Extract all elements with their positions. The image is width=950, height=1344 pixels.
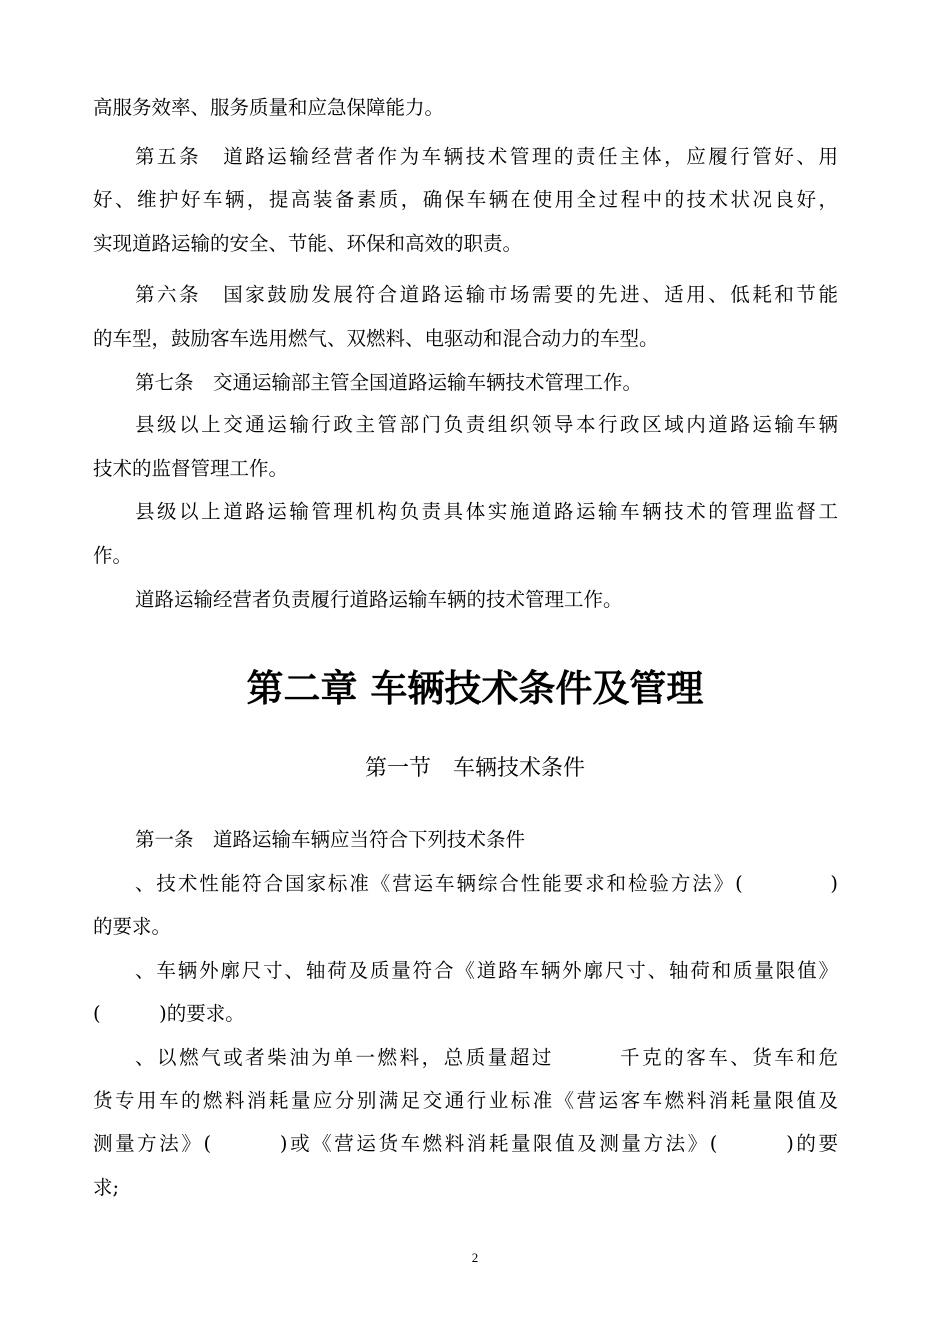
article-1-line: 第一条 道路运输车辆应当符合下列技术条件 bbox=[135, 828, 526, 851]
clause-line: 、车辆外廓尺寸、轴荷及质量符合《道路车辆外廓尺寸、轴荷和质量限值》 bbox=[135, 959, 838, 982]
paragraph-line: 道路运输经营者负责履行道路运输车辆的技术管理工作。 bbox=[135, 588, 623, 611]
paragraph-line: 技术的监督管理工作。 bbox=[93, 457, 289, 480]
paragraph-line: 作。 bbox=[93, 544, 133, 567]
article-6-line: 的车型，鼓励客车选用燃气、双燃料、电驱动和混合动力的车型。 bbox=[93, 327, 659, 350]
clause-line: 的要求。 bbox=[93, 915, 172, 938]
article-5-line: 好、维护好车辆，提高装备素质，确保车辆在使用全过程中的技术状况良好， bbox=[93, 188, 838, 211]
clause-line: 、技术性能符合国家标准《营运车辆综合性能要求和检验方法》( ) bbox=[135, 872, 838, 895]
page-number: 2 bbox=[471, 1250, 479, 1265]
article-5-line: 第五条 道路运输经营者作为车辆技术管理的责任主体，应履行管好、用 bbox=[135, 145, 838, 168]
paragraph-line: 高服务效率、服务质量和应急保障能力。 bbox=[93, 96, 445, 119]
clause-line: 测量方法》( )或《营运货车燃料消耗量限值及测量方法》( )的要 bbox=[93, 1132, 838, 1155]
clause-line: 货专用车的燃料消耗量应分别满足交通行业标准《营运客车燃料消耗量限值及 bbox=[93, 1089, 838, 1112]
clause-line: 求; bbox=[93, 1176, 120, 1199]
article-6-line: 第六条 国家鼓励发展符合道路运输市场需要的先进、适用、低耗和节能 bbox=[135, 283, 838, 306]
article-5-line: 实现道路运输的安全、节能、环保和高效的职责。 bbox=[93, 232, 523, 255]
section-title: 第一节 车辆技术条件 bbox=[364, 756, 585, 781]
clause-line: ( )的要求。 bbox=[93, 1002, 245, 1025]
paragraph-line: 县级以上交通运输行政主管部门负责组织领导本行政区域内道路运输车辆 bbox=[135, 413, 838, 436]
clause-line: 、以燃气或者柴油为单一燃料，总质量超过 千克的客车、货车和危 bbox=[135, 1046, 838, 1069]
chapter-title: 第二章 车辆技术条件及管理 bbox=[246, 667, 704, 710]
article-7-line: 第七条 交通运输部主管全国道路运输车辆技术管理工作。 bbox=[135, 371, 643, 394]
paragraph-line: 县级以上道路运输管理机构负责具体实施道路运输车辆技术的管理监督工 bbox=[135, 500, 838, 523]
